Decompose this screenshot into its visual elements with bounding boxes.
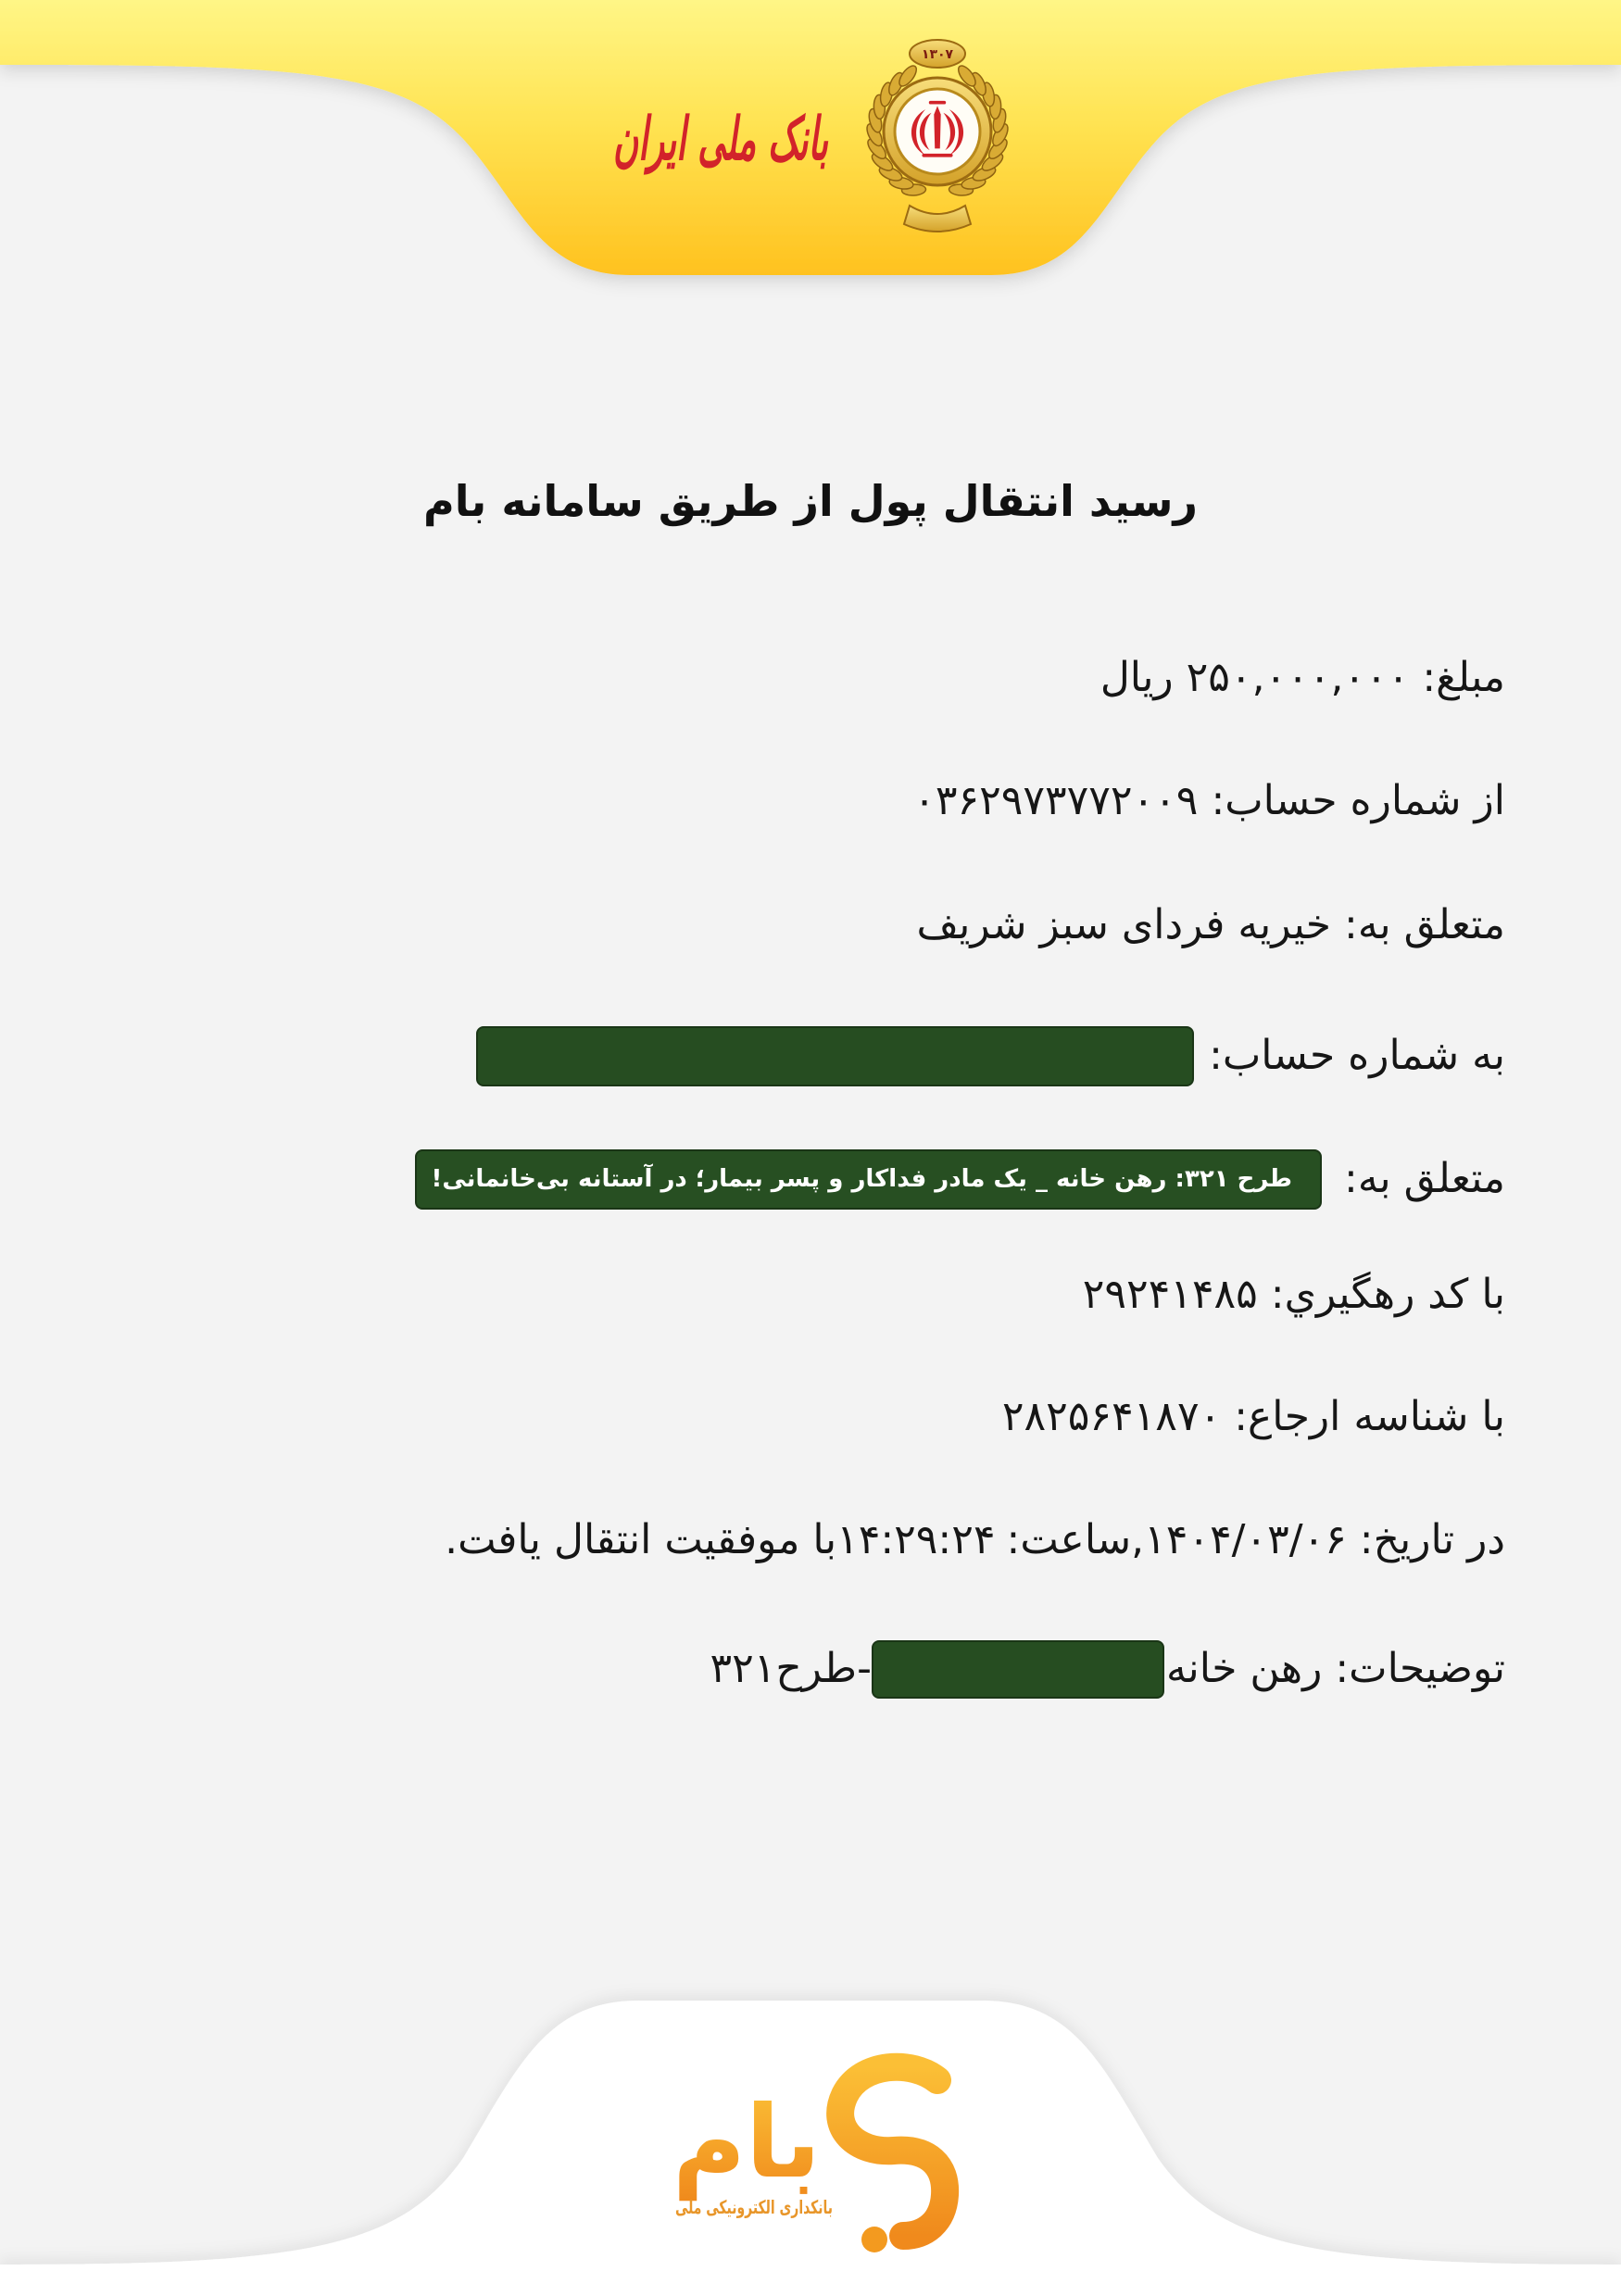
transfer-date-label: در تاریخ: <box>1359 1516 1505 1563</box>
redacted-description-part <box>872 1640 1164 1699</box>
destination-owner-value: طرح ۳۲۱: رهن خانه _ یک مادر فداکار و پسر بیمار؛ در آستانه بی‌خانمانی! <box>415 1149 1323 1210</box>
reference-id-value: ۲۸۲۵۶۴۱۸۷۰ <box>1001 1393 1222 1440</box>
amount-value: ۲۵۰,۰۰۰,۰۰۰ ریال <box>1100 654 1410 701</box>
description-label: توضیحات: <box>1335 1645 1505 1692</box>
bam-footer <box>0 1954 1621 2296</box>
source-account-label: از شماره حساب: <box>1211 777 1505 824</box>
transfer-time-row <box>445 1510 1505 1571</box>
tracking-code-row <box>1083 1264 1505 1325</box>
source-owner-label: متعلق به: <box>1344 901 1505 948</box>
transfer-result: با موفقیت انتقال یافت. <box>445 1516 837 1563</box>
transfer-date: ۱۴۰۴/۰۳/۰۶ <box>1144 1516 1347 1563</box>
source-owner-row <box>917 895 1505 956</box>
tracking-code-value: ۲۹۲۴۱۴۸۵ <box>1082 1271 1258 1318</box>
description-row <box>710 1638 1505 1700</box>
source-owner-value: خیریه فردای سبز شریف <box>916 901 1332 948</box>
description-suffix: -طرح۳۲۱ <box>710 1645 872 1692</box>
reference-id-row <box>1002 1386 1505 1448</box>
transfer-time: ۱۴:۲۹:۲۴ <box>836 1516 996 1563</box>
bank-name-logo: بانک ملی ایران <box>613 106 986 174</box>
redacted-destination-account <box>476 1026 1194 1086</box>
destination-account-label: به شماره حساب: <box>1209 1032 1505 1079</box>
tracking-code-label: با کد رهگیري: <box>1270 1271 1505 1318</box>
emblem-year: ۱۳۰۷ <box>921 47 954 62</box>
transfer-time-label: ,ساعت: <box>1006 1516 1145 1563</box>
destination-owner-label: متعلق به: <box>1344 1155 1505 1202</box>
reference-id-label: با شناسه ارجاع: <box>1234 1393 1505 1440</box>
destination-account-row <box>476 1025 1505 1086</box>
bam-swoosh-dot-icon <box>861 2227 887 2252</box>
amount-row <box>1100 647 1505 709</box>
description-prefix: رهن خانه <box>1165 1645 1323 1692</box>
destination-owner-row <box>415 1148 1506 1210</box>
bank-header-banner <box>0 0 1621 306</box>
source-account-value: ۰۳۶۲۹۷۳۷۷۲۰۰۹ <box>913 777 1199 824</box>
amount-label: مبلغ: <box>1422 654 1505 701</box>
bam-logo-text: بام <box>672 2085 821 2201</box>
receipt-title: رسید انتقال پول از طریق سامانه بام <box>423 476 1198 526</box>
bam-logo-subtitle: بانکداری الکترونیکی ملی <box>675 2196 833 2218</box>
source-account-row <box>913 771 1505 832</box>
